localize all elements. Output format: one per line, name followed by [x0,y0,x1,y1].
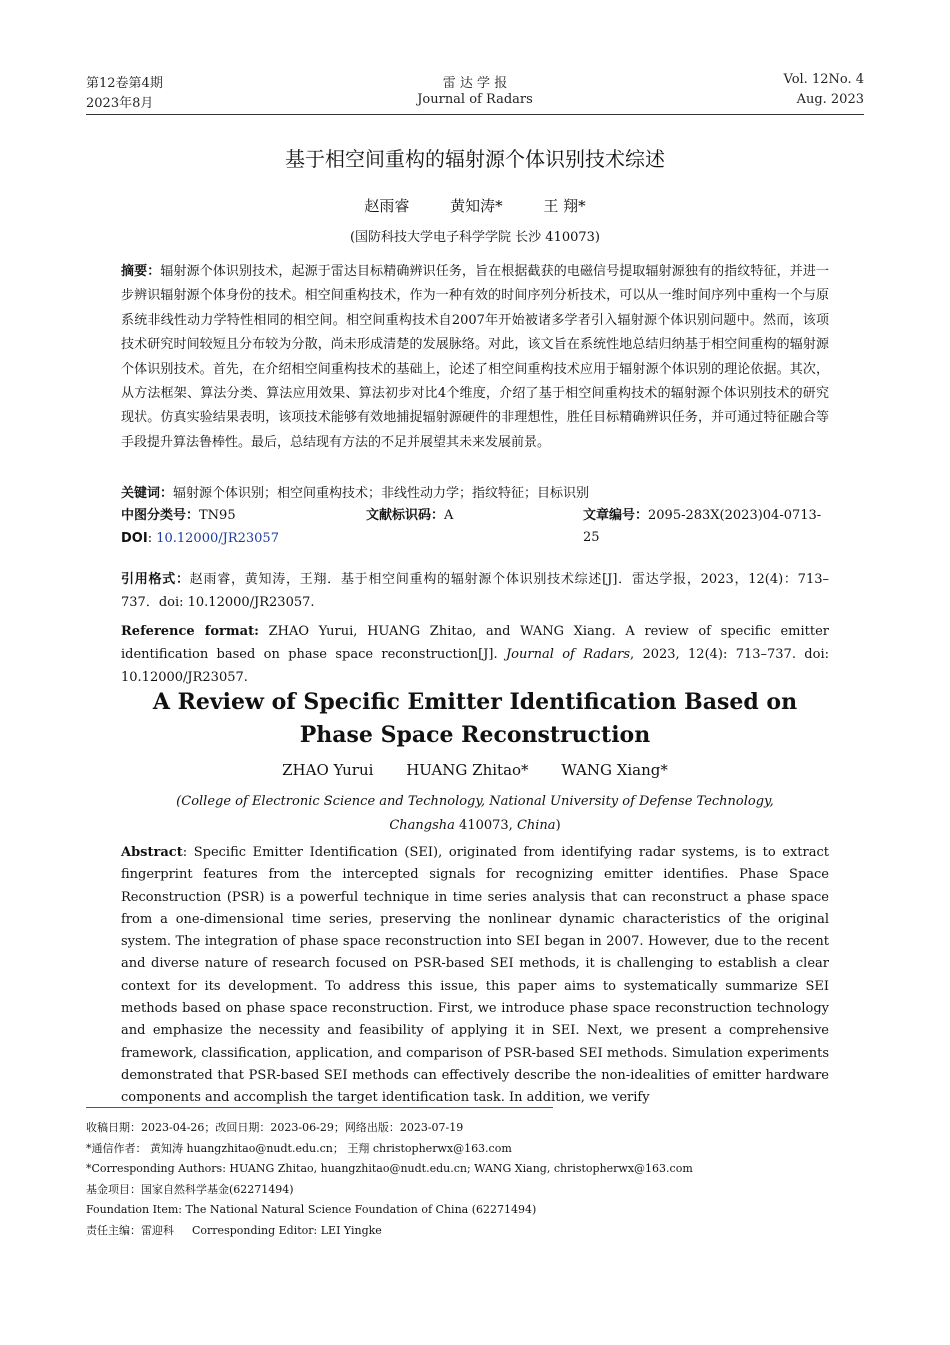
footnote-dates: 收稿日期：2023-04-26；改回日期：2023-06-29；网络出版：2023-07-19 [86,1121,464,1134]
citation-cn [121,568,829,614]
reference-journal: Journal of Radars [505,647,630,662]
citation-en [121,620,829,689]
article-no-label: 文章编号： [583,508,649,523]
footnote-corresponding-cn: *通信作者： 黄知涛 huangzhitao@nudt.edu.cn； 王翔 christopherwx@163.com [86,1141,512,1155]
footnote-rule [86,1107,553,1108]
date-cn: 2023年8月 [86,96,154,111]
running-header [86,70,864,115]
keywords-cn [121,483,829,505]
author-cn: 黄知涛* [450,197,503,215]
affiliation-en [0,790,950,838]
doc-code-value: A [444,508,454,523]
abstract-text-en: Specific Emitter Identification (SEI), originated from identifying radar systems, is to extract fingerprint features from the intercepted signals for recognizing emitter identifies. Phase Space Reconstruction (PSR) is a powerful technique in time series analysis that can reconstruct a phase space from a one-dimensional time series, preserving the nonlinear dynamic characteristics of the original system. The integration of phase space reconstruction into SEI began in 2007. However, due to the recent and diverse nature of research focused on PSR-based SEI methods, it is challenging to establish a clear context for its development. To address this issue, this paper aims to systematically summarize SEI methods based on phase space reconstruction. First, we introduce phase space reconstruction technology and emphasize the necessity and feasibility of applying it in SEI. Next, we present a comprehensive framework, classification, application, and comparison of PSR-based SEI methods. Simulation experiments demonstrated that PSR-based SEI methods can effectively describe the non-idealities of emitter hardware components and accomplish the target identification task. In addition, we verify [121,845,829,1106]
paper-title-cn: 基于相空间重构的辐射源个体识别技术综述 [285,147,665,171]
volume-issue-cn: 第12卷第4期 [86,76,163,91]
affiliation-cn: (国防科技大学电子科学学院 长沙 410073) [349,230,601,245]
footnote-corresponding-en: *Corresponding Authors: HUANG Zhitao, huangzhitao@nudt.edu.cn; WANG Xiang, christopherwx@163.com [86,1162,693,1175]
doi-label: DOI [121,531,148,546]
reference-part1: ZHAO Yurui, HUANG Zhitao, and WANG Xiang. A review of specific emitter identification based on phase space reconstruction[J]. [121,624,829,662]
abstract-cn [121,260,829,455]
keywords-text: 辐射源个体识别；相空间重构技术；非线性动力学；指纹特征；目标识别 [173,486,590,501]
affiliation-country: China [516,818,556,833]
date-en: Aug. 2023 [796,92,864,107]
doc-code-label: 文献标识码： [366,508,445,523]
journal-name-cn: 雷 达 学 报 [442,76,508,91]
citation-label-cn: 引用格式： [121,572,190,587]
journal-name-en: Journal of Radars [417,92,533,107]
author-en: WANG Xiang* [561,761,668,779]
volume-issue-en: Vol. 12No. 4 [783,72,864,87]
reference-part2: , 2023, 12(4): 713–737. doi: 10.12000/JR23057. [121,647,829,685]
keywords-label: 关键词： [121,486,174,501]
footnote-funding-en: Foundation Item: The National Natural Science Foundation of China (62271494) [86,1203,537,1216]
clc-label: 中图分类号： [121,508,200,523]
doi-link[interactable]: 10.12000/JR23057 [156,531,279,546]
author-cn: 王 翔* [543,197,586,215]
document-code [366,505,453,527]
author-list-cn [0,195,950,216]
reference-format-label: Reference format: [121,624,259,639]
clc-number [121,505,236,527]
footnote-funding-cn: 基金项目：国家自然科学基金(62271494) [86,1182,294,1196]
author-en: HUANG Zhitao* [406,761,529,779]
affiliation-zip: 410073, [454,818,517,833]
editor-cn: 责任主编：雷迎科 [86,1223,174,1237]
affiliation-city: Changsha [389,818,455,833]
author-cn: 赵雨睿 [364,197,410,215]
abstract-text-cn: 辐射源个体识别技术，起源于雷达目标精确辨识任务，旨在根据截获的电磁信号提取辐射源独有的指纹特征，并进一步辨识辐射源个体身份的技术。相空间重构技术，作为一种有效的时间序列分析技术，可以从一维时间序列中重构一个与原系统非线性动力学特性相同的相空间。相空间重构技术自2007年开始被诸多学者引入辐射源个体识别问题中。然而，该项技术研究时间较短且分布较为分散，尚未形成清楚的发展脉络。对此，该文旨在系统性地总结归纳基于相空间重构的辐射源个体识别技术。首先，在介绍相空间重构技术的基础上，论述了相空间重构技术应用于辐射源个体识别的理论依据。其次，从方法框架、算法分类、算法应用效果、算法初步对比4个维度，介绍了基于相空间重构技术的辐射源个体识别技术的研究现状。仿真实验结果表明，该项技术能够有效地捕捉辐射源硬件的非理想性，胜任目标精确辨识任务，并可通过特征融合等手段提升算法鲁棒性。最后，总结现有方法的不足并展望其未来发展前景。 [121,264,829,450]
abstract-label-en: Abstract [121,845,183,860]
footnote-editor [86,1221,866,1242]
author-en: ZHAO Yurui [282,761,374,779]
title-line-1: A Review of Specific Emitter Identification Based on [152,689,798,715]
affiliation-line-1: (College of Electronic Science and Technology, National University of Defense Technology, [176,794,774,809]
footnotes [86,1118,866,1241]
author-list-en [0,761,950,779]
abstract-label-cn: 摘要： [121,264,161,279]
affiliation-close: ) [555,818,561,833]
title-line-2: Phase Space Reconstruction [299,722,651,748]
paper-title-en [0,686,950,752]
editor-en: Corresponding Editor: LEI Yingke [192,1223,382,1237]
citation-text-cn: 赵雨睿，黄知涛，王翔．基于相空间重构的辐射源个体识别技术综述[J]．雷达学报，2023，12(4)：713–737．doi: 10.12000/JR23057. [121,572,829,610]
clc-value: TN95 [199,508,236,523]
article-no-value: 2095-283X(2023)04-0713-25 [583,508,822,545]
doi-line: DOI: 10.12000/JR23057 [121,531,279,546]
abstract-en: Abstract: Specific Emitter Identification (SEI), originated from identifying radar systems, is to extract fingerprint features from the intercepted signals for recognizing emitter identifies. Phase Space Reconstruction (PSR) is a powerful technique in time series analysis that can reconstruct a phase space from a one-dimensional time series, preserving the nonlinear dynamic characteristics of the original system. The integration of phase space reconstruction into SEI began in 2007. However, due to the recent and diverse nature of research focused on PSR-based SEI methods, it is challenging to establish a clear context for its development. To address this issue, this paper aims to systematically summarize SEI methods based on phase space reconstruction. First, we introduce phase space reconstruction technology and emphasize the necessity and feasibility of applying it in SEI. Next, we present a comprehensive framework, classification, application, and comparison of PSR-based SEI methods. Simulation experiments demonstrated that PSR-based SEI methods can effectively describe the non-idealities of emitter hardware components and accomplish the target identification task. In addition, we verify [121,845,829,1106]
